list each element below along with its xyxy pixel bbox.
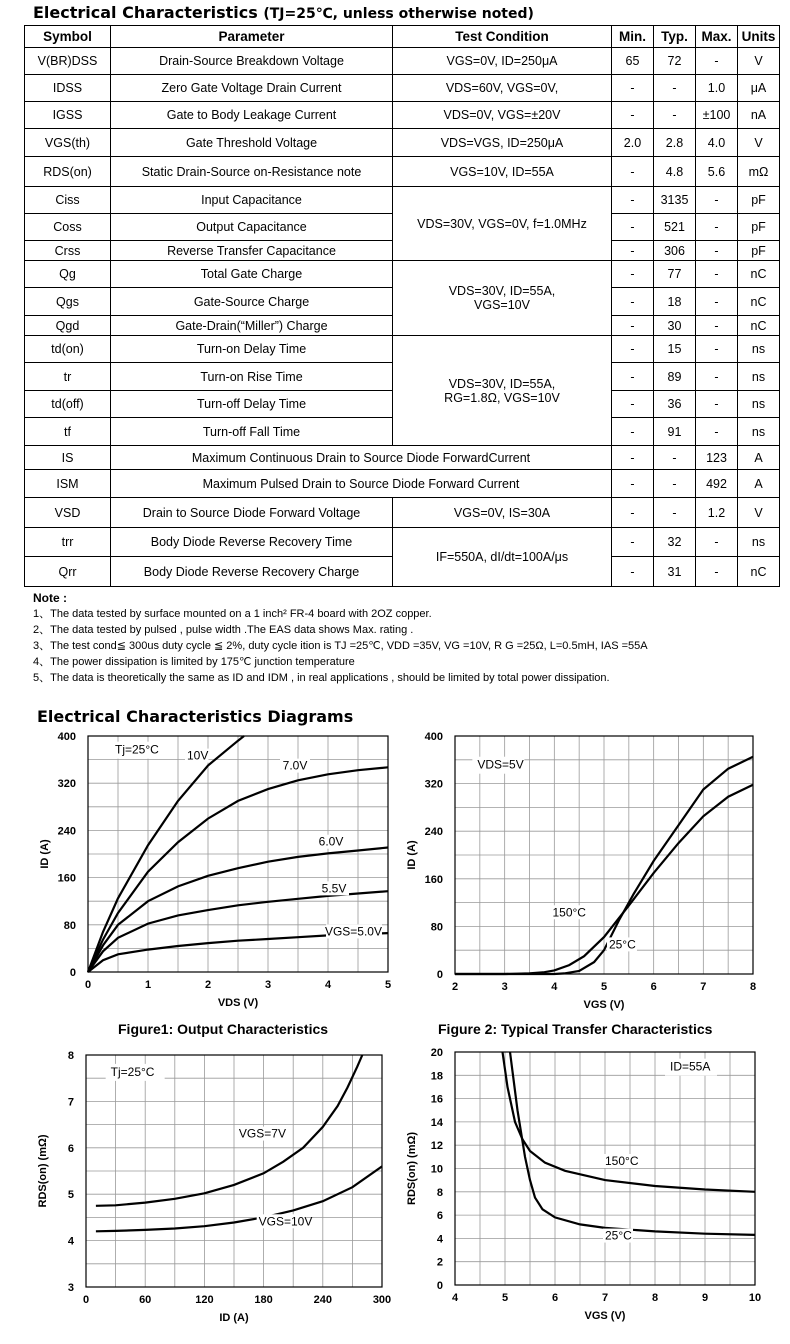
x-tick-label: 7 [601, 1292, 609, 1304]
cell-typ: - [654, 446, 696, 470]
x-tick-label: 6 [551, 1292, 559, 1304]
y-tick-label: 160 [424, 873, 443, 886]
cell-unit: pF [738, 214, 780, 241]
x-tick-label: 0 [84, 979, 92, 991]
cell-min: - [612, 446, 654, 470]
x-tick-label: 6 [650, 981, 657, 993]
cell-min: 2.0 [612, 129, 654, 157]
notes-section [33, 590, 648, 686]
cell-parameter: Body Diode Reverse Recovery Charge [111, 557, 393, 587]
cell-symbol: Qgd [25, 316, 111, 336]
series-label: 150°C [605, 1154, 639, 1169]
cell-typ: 3135 [654, 187, 696, 214]
cell-typ: - [654, 470, 696, 498]
cell-condition: VDS=VGS, ID=250μA [393, 129, 612, 157]
col-header: Test Condition [393, 26, 612, 48]
table-row [25, 75, 780, 102]
y-tick-label: 14 [430, 1116, 443, 1129]
cell-unit: nC [738, 316, 780, 336]
series-label: 25°C [605, 1228, 632, 1243]
note-item: 4、The power dissipation is limited by 175℃ junction temperature [33, 656, 355, 668]
y-axis-label: RDS(on) (mΩ) [406, 1132, 418, 1205]
cell-max: - [696, 557, 738, 587]
table-row [25, 498, 780, 528]
x-tick-label: 5 [384, 979, 392, 991]
condition-line: VDS=30V, ID=55A, [448, 284, 556, 298]
cell-symbol: Qg [25, 261, 111, 288]
y-tick-label: 20 [430, 1047, 443, 1059]
cell-unit: mΩ [738, 157, 780, 187]
cell-typ: - [654, 102, 696, 129]
series-line [96, 1166, 382, 1231]
cell-max: - [696, 363, 738, 391]
cell-min: - [612, 261, 654, 288]
series-label: VGS=7V [238, 1126, 286, 1141]
cell-max: - [696, 418, 738, 446]
cell-symbol: Ciss [25, 187, 111, 214]
cell-max: - [696, 261, 738, 288]
cell-unit: V [738, 129, 780, 157]
cell-symbol: V(BR)DSS [25, 48, 111, 75]
cell-min: - [612, 391, 654, 418]
y-tick-label: 18 [430, 1070, 443, 1083]
cell-symbol: Qrr [25, 557, 111, 587]
x-tick-label: 8 [651, 1292, 659, 1304]
condition-line: VGS=10V [474, 298, 530, 312]
cell-parameter: Maximum Continuous Drain to Source Diode ForwardCurrent [111, 446, 612, 470]
cell-symbol: tf [25, 418, 111, 446]
chart-rdson-vs-id [30, 1044, 400, 1344]
cell-min: - [612, 336, 654, 363]
cell-unit: V [738, 48, 780, 75]
series-label: 6.0V [318, 834, 344, 849]
title-text: Electrical Characteristics [33, 3, 258, 22]
cell-unit: nA [738, 102, 780, 129]
cell-parameter: Total Gate Charge [111, 261, 393, 288]
series-label: 7.0V [282, 758, 308, 773]
cell-min: - [612, 187, 654, 214]
cell-unit: pF [738, 187, 780, 214]
cell-unit: ns [738, 528, 780, 557]
chart-annotation: VDS=5V [477, 757, 524, 772]
table-row [25, 187, 780, 214]
x-axis-label: VGS (V) [583, 999, 625, 1011]
cell-max: - [696, 336, 738, 363]
grid-lines [455, 1052, 755, 1285]
cell-unit: ns [738, 391, 780, 418]
cell-min: 65 [612, 48, 654, 75]
cell-symbol: td(on) [25, 336, 111, 363]
cell-typ: - [654, 75, 696, 102]
chart-annotation: ID=55A [670, 1059, 711, 1074]
cell-min: - [612, 557, 654, 587]
cell-max: - [696, 187, 738, 214]
chart-rdson-vs-vgs [400, 1044, 780, 1344]
cell-symbol: VGS(th) [25, 129, 111, 157]
y-tick-label: 16 [430, 1093, 443, 1106]
cell-unit: A [738, 446, 780, 470]
y-tick-label: 240 [57, 825, 76, 838]
x-tick-label: 300 [372, 1294, 392, 1306]
cell-symbol: Qgs [25, 288, 111, 316]
cell-unit: pF [738, 241, 780, 261]
cell-max: - [696, 316, 738, 336]
series-label: VGS=10V [258, 1214, 313, 1229]
y-tick-label: 5 [67, 1189, 74, 1202]
cell-min: - [612, 418, 654, 446]
grid-lines [86, 1055, 382, 1287]
cell-symbol: RDS(on) [25, 157, 111, 187]
cell-symbol: VSD [25, 498, 111, 528]
x-tick-label: 240 [313, 1294, 332, 1306]
cell-typ: 32 [654, 528, 696, 557]
cell-max: 492 [696, 470, 738, 498]
cell-parameter: Maximum Pulsed Drain to Source Diode Forward Current [111, 470, 612, 498]
cell-max: - [696, 241, 738, 261]
cell-typ: - [654, 498, 696, 528]
cell-typ: 36 [654, 391, 696, 418]
cell-min: - [612, 498, 654, 528]
cell-typ: 521 [654, 214, 696, 241]
chart-annotation: Tj=25°C [110, 1064, 155, 1079]
cell-parameter: Drain to Source Diode Forward Voltage [111, 498, 393, 528]
x-tick-label: 2 [451, 981, 459, 993]
title-subtitle: (TJ=25℃, unless otherwise noted) [263, 6, 534, 22]
y-tick-label: 8 [67, 1050, 74, 1062]
x-tick-label: 4 [324, 979, 332, 991]
series-line [510, 1052, 755, 1235]
cell-condition: VGS=10V, ID=55A [393, 157, 612, 187]
cell-parameter: Turn-on Rise Time [111, 363, 393, 391]
diagrams-title: Electrical Characteristics Diagrams [37, 707, 354, 726]
cell-condition: VGS=0V, ID=250μA [393, 48, 612, 75]
y-tick-label: 4 [436, 1233, 443, 1246]
cell-parameter: Input Capacitance [111, 187, 393, 214]
x-tick-label: 8 [749, 981, 757, 993]
cell-typ: 306 [654, 241, 696, 261]
y-tick-label: 0 [69, 967, 76, 979]
series-label: 25°C [608, 937, 636, 952]
y-axis-label: RDS(on) (mΩ) [37, 1134, 49, 1208]
x-tick-label: 180 [254, 1294, 273, 1306]
cell-condition: IF=550A, dI/dt=100A/μs [393, 528, 612, 587]
cell-max: 4.0 [696, 129, 738, 157]
col-header: Max. [696, 26, 738, 48]
cell-min: - [612, 75, 654, 102]
table-row [25, 446, 780, 470]
col-header: Symbol [25, 26, 111, 48]
cell-condition: VDS=0V, VGS=±20V [393, 102, 612, 129]
x-tick-label: 60 [139, 1294, 152, 1306]
y-tick-label: 10 [430, 1163, 443, 1176]
x-tick-label: 4 [451, 1292, 459, 1304]
cell-parameter: Turn-off Fall Time [111, 418, 393, 446]
y-tick-label: 2 [436, 1256, 443, 1269]
cell-unit: ns [738, 418, 780, 446]
y-tick-label: 80 [430, 921, 443, 934]
x-axis-label: VDS (V) [217, 997, 259, 1009]
cell-typ: 4.8 [654, 157, 696, 187]
series-label: 5.5V [321, 881, 347, 896]
x-tick-label: 7 [700, 981, 707, 993]
y-axis-label: ID (A) [39, 839, 51, 869]
x-axis-label: VGS (V) [584, 1310, 626, 1322]
y-tick-label: 0 [436, 969, 443, 981]
table-row [25, 528, 780, 557]
cell-unit: nC [738, 557, 780, 587]
cell-max: 1.2 [696, 498, 738, 528]
cell-unit: ns [738, 363, 780, 391]
cell-unit: nC [738, 288, 780, 316]
cell-parameter: Reverse Transfer Capacitance [111, 241, 393, 261]
table-row [25, 129, 780, 157]
x-axis-label: ID (A) [219, 1312, 249, 1324]
condition-line: VDS=30V, ID=55A, [448, 376, 556, 391]
cell-parameter: Gate to Body Leakage Current [111, 102, 393, 129]
cell-max: - [696, 288, 738, 316]
table-row [25, 261, 780, 288]
cell-parameter: Output Capacitance [111, 214, 393, 241]
col-header: Min. [612, 26, 654, 48]
x-tick-label: 10 [748, 1292, 762, 1304]
cell-condition: VDS=60V, VGS=0V, [393, 75, 612, 102]
cell-symbol: ISM [25, 470, 111, 498]
cell-parameter: Zero Gate Voltage Drain Current [111, 75, 393, 102]
cell-unit: ns [738, 336, 780, 363]
y-tick-label: 6 [436, 1210, 443, 1223]
table-row [25, 48, 780, 75]
cell-max: - [696, 391, 738, 418]
cell-typ: 18 [654, 288, 696, 316]
note-item: 3、The test cond≦ 300us duty cycle ≦ 2%, duty cycle ition is TJ =25℃, VDD =35V, VG =10V, R G =25Ω, L=0.5mH, IAS =55A [33, 640, 648, 652]
cell-parameter: Static Drain-Source on-Resistance note [111, 157, 393, 187]
cell-symbol: Crss [25, 241, 111, 261]
cell-max: 1.0 [696, 75, 738, 102]
col-header: Units [738, 26, 780, 48]
cell-unit: nC [738, 261, 780, 288]
chart-output-characteristics [30, 728, 400, 1028]
cell-min: - [612, 288, 654, 316]
cell-symbol: Coss [25, 214, 111, 241]
cell-min: - [612, 363, 654, 391]
y-tick-label: 160 [57, 872, 76, 885]
cell-typ: 72 [654, 48, 696, 75]
table-row [25, 102, 780, 129]
cell-typ: 2.8 [654, 129, 696, 157]
cell-min: - [612, 157, 654, 187]
cell-parameter: Gate Threshold Voltage [111, 129, 393, 157]
y-tick-label: 4 [67, 1235, 74, 1248]
cell-min: - [612, 528, 654, 557]
x-tick-label: 3 [501, 981, 508, 993]
cell-symbol: IGSS [25, 102, 111, 129]
cell-typ: 89 [654, 363, 696, 391]
col-header: Parameter [111, 26, 393, 48]
y-tick-label: 6 [67, 1142, 74, 1155]
table-header-row [25, 26, 780, 48]
cell-typ: 77 [654, 261, 696, 288]
y-tick-label: 8 [436, 1186, 443, 1199]
cell-symbol: IDSS [25, 75, 111, 102]
col-header: Typ. [654, 26, 696, 48]
cell-condition: VGS=0V, IS=30A [393, 498, 612, 528]
cell-parameter: Gate-Source Charge [111, 288, 393, 316]
cell-max: 5.6 [696, 157, 738, 187]
page-title [33, 3, 534, 22]
cell-parameter: Turn-on Delay Time [111, 336, 393, 363]
cell-max: ±100 [696, 102, 738, 129]
cell-parameter: Gate-Drain(“Miller”) Charge [111, 316, 393, 336]
y-tick-label: 240 [424, 826, 443, 839]
chart-annotation: Tj=25°C [115, 742, 159, 757]
cell-typ: 91 [654, 418, 696, 446]
cell-parameter: Turn-off Delay Time [111, 391, 393, 418]
cell-min: - [612, 214, 654, 241]
cell-symbol: td(off) [25, 391, 111, 418]
table-row [25, 157, 780, 187]
cell-symbol: IS [25, 446, 111, 470]
y-tick-label: 320 [424, 778, 443, 791]
cell-min: - [612, 102, 654, 129]
cell-max: - [696, 214, 738, 241]
cell-symbol: tr [25, 363, 111, 391]
y-axis-label: ID (A) [406, 840, 418, 870]
cell-unit: V [738, 498, 780, 528]
cell-max: - [696, 48, 738, 75]
cell-min: - [612, 241, 654, 261]
figure-caption: Figure1: Output Characteristics [118, 1021, 329, 1037]
cell-symbol: trr [25, 528, 111, 557]
table-row [25, 336, 780, 363]
y-tick-label: 7 [67, 1096, 74, 1109]
cell-parameter: Drain-Source Breakdown Voltage [111, 48, 393, 75]
figure-caption: Figure 2: Typical Transfer Characteristics [438, 1021, 713, 1037]
note-item: 5、The data is theoretically the same as ID and IDM , in real applications , should be limited by total power dissipation. [33, 672, 610, 684]
note-item: 1、The data tested by surface mounted on a 1 inch² FR-4 board with 2OZ copper. [33, 608, 432, 620]
cell-condition: VDS=30V, VGS=0V, f=1.0MHz [393, 187, 612, 261]
y-tick-label: 12 [430, 1140, 443, 1153]
cell-unit: μA [738, 75, 780, 102]
electrical-characteristics-table [24, 25, 780, 587]
y-tick-label: 400 [57, 731, 76, 743]
y-tick-label: 0 [436, 1280, 443, 1292]
cell-typ: 30 [654, 316, 696, 336]
series-label: VGS=5.0V [324, 924, 382, 939]
series-label: 150°C [552, 905, 586, 920]
cell-condition [393, 336, 612, 446]
cell-condition [393, 261, 612, 336]
cell-typ: 15 [654, 336, 696, 363]
cell-unit: A [738, 470, 780, 498]
notes-heading: Note : [33, 591, 67, 605]
x-tick-label: 0 [82, 1294, 90, 1306]
x-tick-label: 5 [501, 1292, 509, 1304]
y-tick-label: 400 [424, 731, 443, 743]
cell-typ: 31 [654, 557, 696, 587]
y-tick-label: 320 [57, 778, 76, 791]
cell-min: - [612, 470, 654, 498]
x-tick-label: 5 [600, 981, 608, 993]
x-tick-label: 1 [144, 979, 152, 991]
x-tick-label: 9 [701, 1292, 709, 1304]
table-row [25, 470, 780, 498]
x-tick-label: 120 [195, 1294, 214, 1306]
y-tick-label: 80 [63, 919, 76, 932]
cell-parameter: Body Diode Reverse Recovery Time [111, 528, 393, 557]
condition-line: RG=1.8Ω, VGS=10V [444, 390, 560, 405]
x-tick-label: 2 [204, 979, 212, 991]
x-tick-label: 4 [551, 981, 558, 993]
chart-transfer-characteristics [400, 728, 780, 1028]
cell-max: 123 [696, 446, 738, 470]
series-label: 10V [187, 748, 209, 763]
note-item: 2、The data tested by pulsed , pulse width .The EAS data shows Max. rating . [33, 624, 414, 636]
cell-max: - [696, 528, 738, 557]
cell-min: - [612, 316, 654, 336]
x-tick-label: 3 [264, 979, 272, 991]
y-tick-label: 3 [67, 1282, 74, 1294]
